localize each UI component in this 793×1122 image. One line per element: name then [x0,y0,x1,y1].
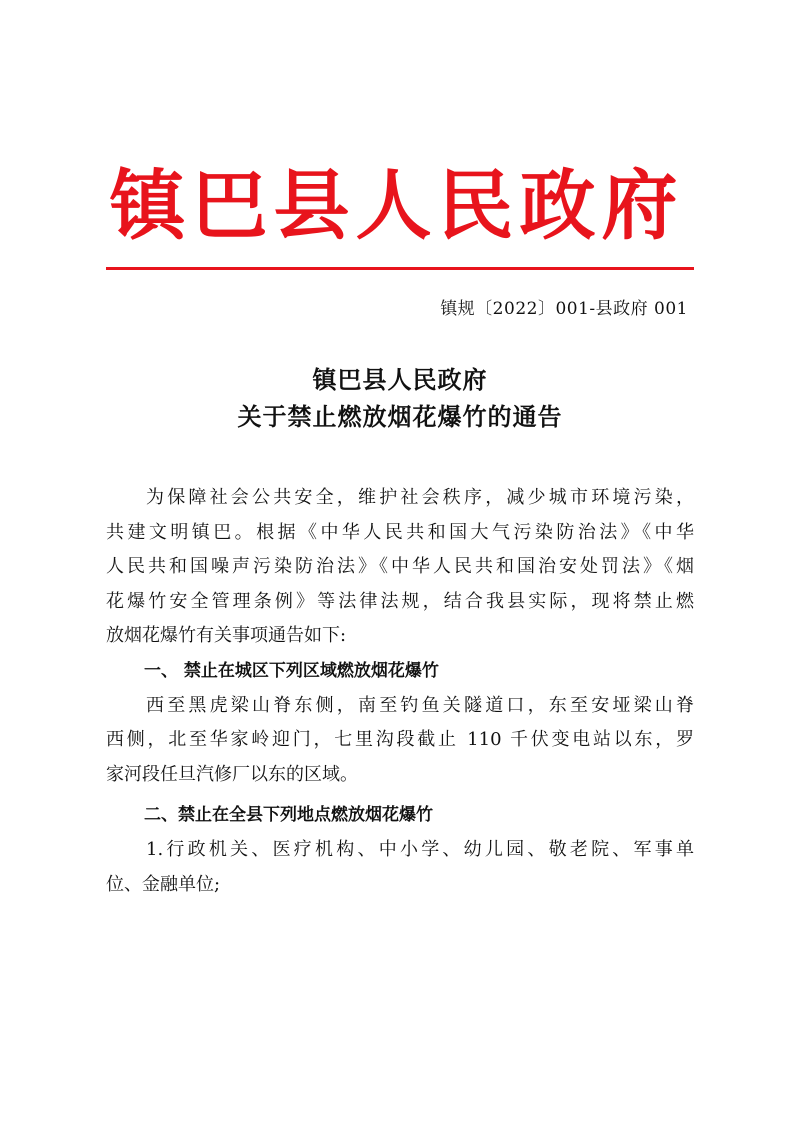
header-red-rule [106,267,694,270]
intro-line: 花爆竹安全管理条例》等法律法规，结合我县实际，现将禁止燃 [106,590,694,612]
intro-line: 人民共和国噪声污染防治法》《中华人民共和国治安处罚法》《烟 [106,556,694,578]
section-2-item-1-line: 1.行政机关、医疗机构、中小学、幼儿园、敬老院、军事单 [146,838,694,860]
section-1-paragraph [106,689,694,793]
notice-title [106,362,694,436]
section-2-item-1-line: 位、金融单位; [106,873,221,895]
section-2-heading: 二、禁止在全县下列地点燃放烟花爆竹 [144,805,433,826]
notice-title-line-2: 关于禁止燃放烟花爆竹的通告 [237,403,563,431]
document-number: 镇规〔2022〕001-县政府 001 [440,299,688,319]
section-2-item-1 [106,833,694,902]
issuing-authority-header: 镇巴县人民政府 [109,161,684,250]
intro-line: 共建文明镇巴。根据《中华人民共和国大气污染防治法》《中华 [106,521,694,543]
notice-body [106,481,694,902]
intro-line: 放烟花爆竹有关事项通告如下: [106,625,347,647]
section-1-line: 西侧，北至华家岭迎门，七里沟段截止 110 千伏变电站以东，罗 [106,729,694,751]
section-1-line: 家河段任旦汽修厂以东的区域。 [106,763,358,785]
intro-paragraph [106,481,694,654]
section-1-heading: 一、 禁止在城区下列区域燃放烟花爆竹 [144,660,439,681]
section-1-line: 西至黑虎梁山脊东侧，南至钓鱼关隧道口，东至安垭梁山脊 [146,694,694,716]
intro-line: 为保障社会公共安全，维护社会秩序，减少城市环境污染， [146,487,694,508]
notice-title-line-1: 镇巴县人民政府 [312,366,488,394]
